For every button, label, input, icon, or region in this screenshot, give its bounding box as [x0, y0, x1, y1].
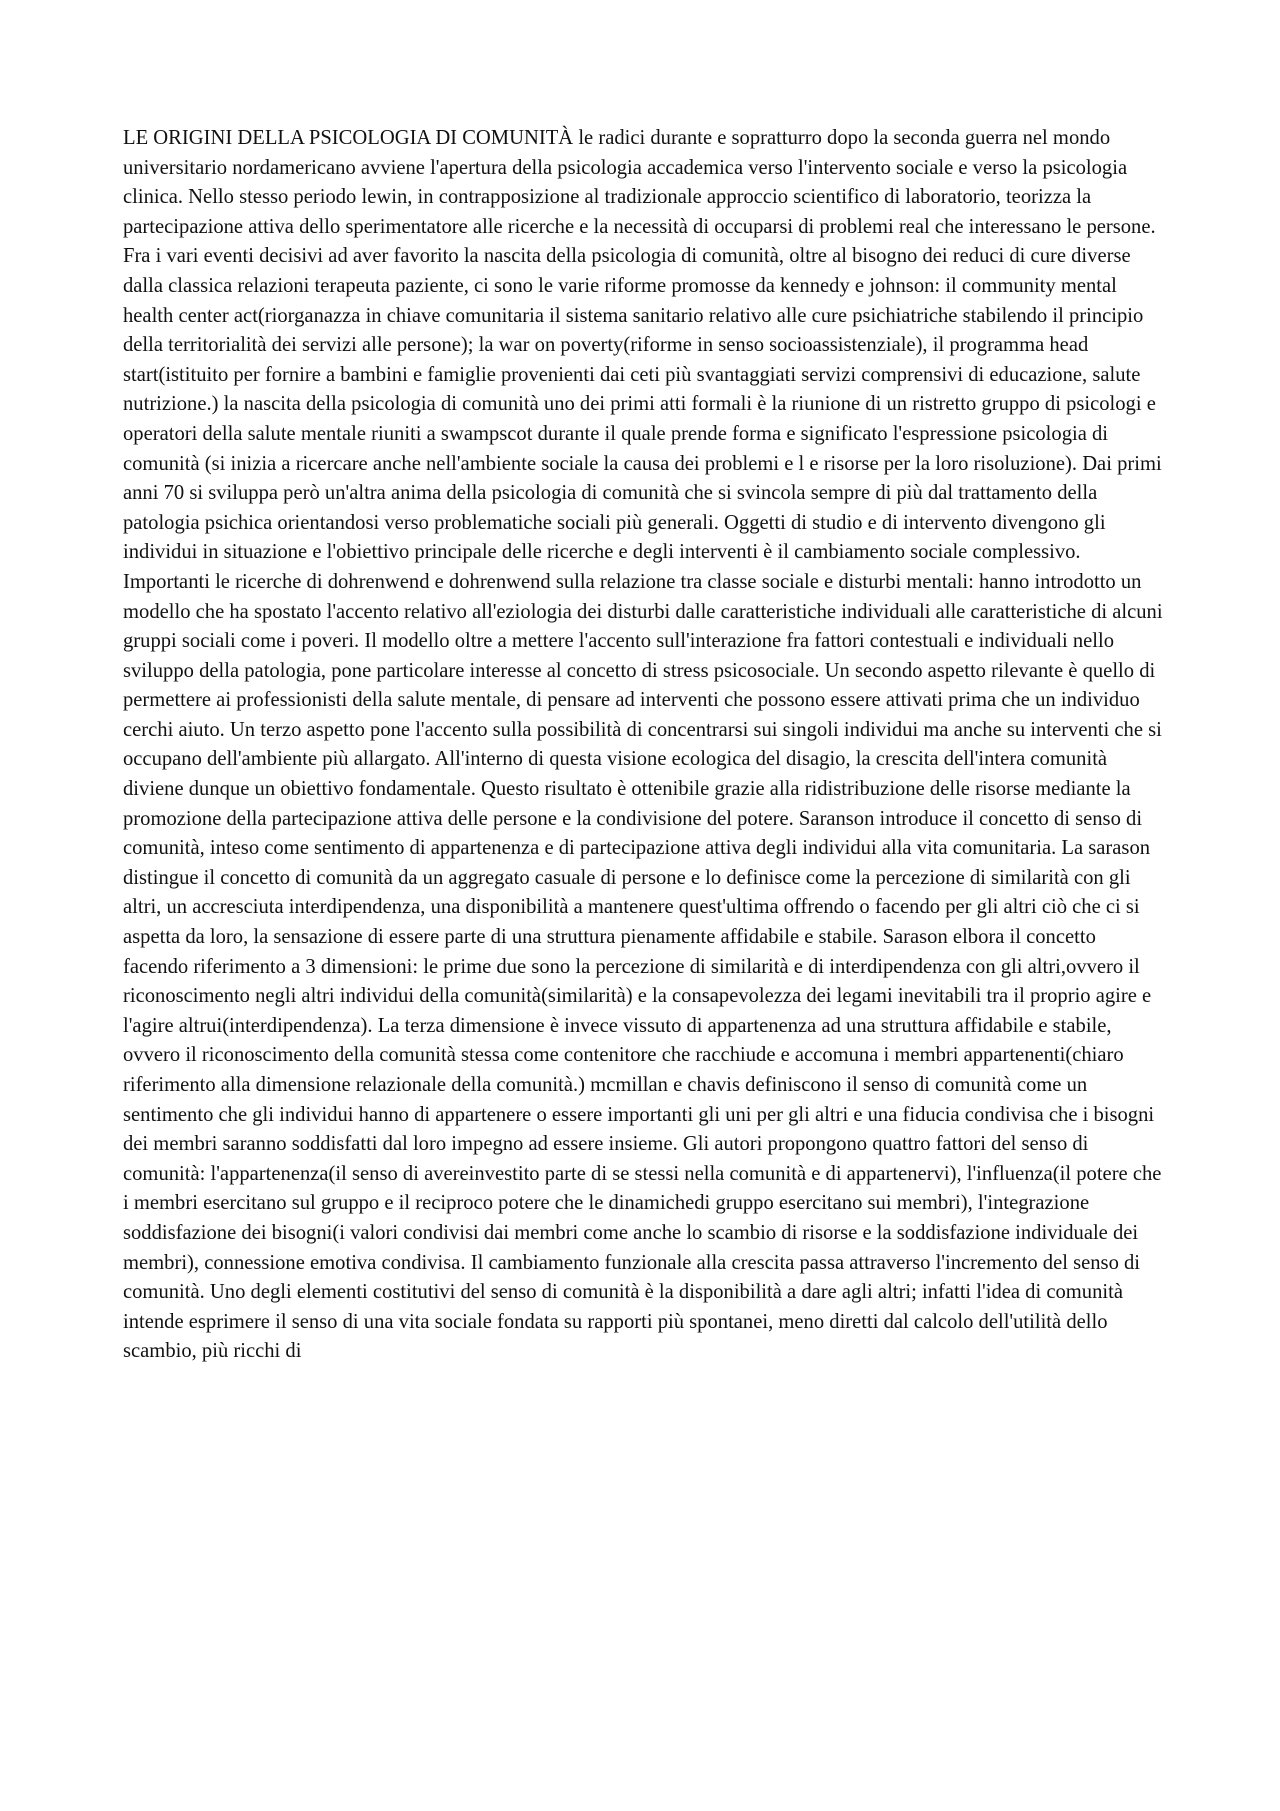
document-body-text: le radici durante e sopratturro dopo la seconda guerra nel mondo universitario nordamericano avviene l'apertura della psicologia accademica verso l'intervento sociale e verso la psicologia clinica. Nello stesso periodo lewin, in contrapposizione al tradizionale approccio scientifico di laboratorio, teorizza la partecipazione attiva dello sperimentatore alle ricerche e la necessità di occuparsi di problemi real che interessano le persone. Fra i vari eventi decisivi ad aver favorito la nascita della psicologia di comunità, oltre al bisogno dei reduci di cure diverse dalla classica relazioni terapeuta paziente, ci sono le varie riforme promosse da kennedy e johnson: il community mental health center act(riorganazza in chiave comunitaria il sistema sanitario relativo alle cure psichiatriche stabilendo il principio della territorialità dei servizi alle persone); la war on poverty(riforme in senso socioassistenziale), il programma head start(istituito per fornire a bambini e famiglie provenienti dai ceti più svantaggiati servizi comprensivi di educazione, salute nutrizione.) la nascita della psicologia di comunità uno dei primi atti formali è la riunione di un ristretto gruppo di psicologi e operatori della salute mentale riuniti a swampscot durante il quale prende forma e significato l'espressione psicologia di comunità (si inizia a ricercare anche nell'ambiente sociale la causa dei problemi e l e risorse per la loro risoluzione). Dai primi anni 70 si sviluppa però un'altra anima della psicologia di comunità che si svincola sempre di più dal trattamento della patologia psichica orientandosi verso problematiche sociali più generali. Oggetti di studio e di intervento divengono gli individui in situazione e l'obiettivo principale delle ricerche e degli interventi è il cambiamento sociale complessivo. Importanti le ricerche di dohrenwend e dohrenwend sulla relazione tra classe sociale e disturbi mentali: hanno introdotto un modello che ha spostato l'accento relativo all'eziologia dei disturbi dalle caratteristiche individuali alle caratteristiche di alcuni gruppi sociali come i poveri. Il modello oltre a mettere l'accento sull'interazione fra fattori contestuali e individuali nello sviluppo della patologia, pone particolare interesse al concetto di stress psicosociale. Un secondo aspetto rilevante è quello di permettere ai professionisti della salute mentale, di pensare ad interventi che possono essere attivati prima che un individuo cerchi aiuto. Un terzo aspetto pone l'accento sulla possibilità di concentrarsi sui singoli individui ma anche su interventi che si occupano dell'ambiente più allargato. All'interno di questa visione ecologica del disagio, la crescita dell'intera comunità diviene dunque un obiettivo fondamentale. Questo risultato è ottenibile grazie alla ridistribuzione delle risorse mediante la promozione della partecipazione attiva delle persone e la condivisione del potere. Saranson introduce il concetto di senso di comunità, inteso come sentimento di appartenenza e di partecipazione attiva degli individui alla vita comunitaria. La sarason distingue il concetto di comunità da un aggregato casuale di persone e lo definisce come la percezione di similarità con gli altri, un accresciuta interdipendenza, una disponibilità a mantenere quest'ultima offrendo o facendo per gli altri ciò che ci si aspetta da loro, la sensazione di essere parte di una struttura pienamente affidabile e stabile. Sarason elbora il concetto facendo riferimento a 3 dimensioni: le prime due sono la percezione di similarità e di interdipendenza con gli altri,ovvero il riconoscimento negli altri individui della comunità(similarità) e la consapevolezza dei legami inevitabili tra il proprio agire e l'agire altrui(interdipendenza). La terza dimensione è invece vissuto di appartenenza ad una struttura affidabile e stabile, ovvero il riconoscimento della comunità stessa come contenitore che racchiude e accomuna i membri appartenenti(chiaro riferimento alla dimensione relazionale della comunità.) mcmillan e chavis definiscono il senso di comunità come un sentimento che gli individui hanno di appartenere o essere importanti gli uni per gli altri e una fiducia condivisa che i bisogni dei membri saranno soddisfatti dal loro impegno ad essere insieme. Gli autori propongono quattro fattori del senso di comunità: l'appartenenza(il senso di avereinvestito parte di se stessi nella comunità e di appartenervi), l'influenza(il potere che i membri esercitano sul gruppo e il reciproco potere che le dinamichedi gruppo esercitano sui membri), l'integrazione soddisfazione dei bisogni(i valori condivisi dai membri come anche lo scambio di risorse e la soddisfazione individuale dei membri), connessione emotiva condivisa. Il cambiamento funzionale alla crescita passa attraverso l'incremento del senso di comunità. Uno degli elementi costitutivi del senso di comunità è la disponibilità a dare agli altri; infatti l'idea di comunità intende esprimere il senso di una vita sociale fondata su rapporti più spontanei, meno diretti dal calcolo dell'utilità dello scambio, più ricchi di — [123, 127, 1163, 1363]
body-paragraph — [123, 124, 1163, 1367]
document-heading: LE ORIGINI DELLA PSICOLOGIA DI COMUNITÀ — [123, 127, 574, 149]
